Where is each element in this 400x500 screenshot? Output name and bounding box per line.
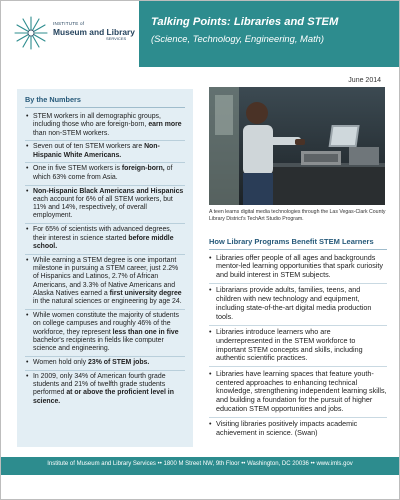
benefit-item: • Libraries have learning spaces that feature youth-centered approaches to enhancing technical knowledge, strengthening independent learning skills, and building a foundation for the pursuit of higher education STEM opportunities and jobs. [209, 367, 387, 417]
statistic-emphasis: earn more [148, 121, 182, 129]
statistic-text: While earning a STEM degree is one important milestone in pursuing a STEM career, just 2.2% of Hispanics and Latinos, 2.7% of African Americans, and 3.3% of Native Americans and Alaska Natives earned a [33, 256, 179, 297]
statistics-list [25, 111, 185, 408]
page-title: Talking Points: Libraries and STEM [151, 16, 339, 28]
statistic-item [25, 357, 185, 371]
statistic-item [25, 371, 185, 409]
footer-separator: •• [157, 461, 162, 467]
publication-date: June 2014 [348, 77, 381, 84]
footer [1, 457, 399, 475]
footer-separator: •• [241, 461, 246, 467]
footer-city: Washington, DC 20036 [247, 461, 309, 467]
by-the-numbers-heading: By the Numbers [25, 95, 185, 108]
page-subtitle: (Science, Technology, Engineering, Math) [151, 33, 325, 44]
statistic-text: of which 63% come from Asia. [33, 165, 173, 181]
statistic-item [25, 111, 185, 141]
by-the-numbers-panel [17, 89, 193, 447]
footer-separator: •• [310, 461, 315, 467]
logo-main-text: Museum and Library [53, 27, 135, 37]
statistic-text: While women constitute the majority of students on college campuses and roughly 46% of the workforce, they represent [33, 311, 179, 336]
benefit-item: • Libraries introduce learners who are underrepresented in the STEM workforce to important STEM concepts and skills, including authentic scientific practices. [209, 326, 387, 368]
starburst-logo-icon [13, 15, 49, 51]
statistic-emphasis: first university degree [109, 289, 182, 297]
header [1, 1, 399, 67]
statistic-item [25, 141, 185, 163]
logo-sub-text: SERVICES [106, 36, 127, 41]
teen-photo [209, 87, 385, 205]
statistic-text: Seven out of ten STEM workers are [33, 143, 145, 151]
imls-logo [1, 1, 139, 67]
statistic-emphasis: 23% of STEM jobs. [88, 358, 150, 366]
statistic-text: in the natural sciences or engineering by age 24. [33, 298, 182, 306]
statistic-item [25, 310, 185, 357]
statistic-emphasis: Non-Hispanic White Americans. [33, 143, 160, 159]
statistic-emphasis: less than one in five [112, 328, 179, 336]
statistic-emphasis: foreign-born, [121, 165, 165, 173]
statistic-item [25, 163, 185, 185]
benefits-list [209, 251, 387, 441]
statistic-item [25, 255, 185, 310]
statistic-emphasis: at or above the proficient level in science. [33, 389, 174, 405]
statistic-text: each account for 6% of all STEM workers, but 11% and 14%, respectively, of overall employment. [33, 195, 173, 220]
footer-url-link[interactable]: www.imls.gov [316, 461, 353, 467]
statistic-text: One in five STEM workers is [33, 165, 122, 173]
benefit-item: • Librarians provide adults, families, teens, and children with new technology and equipment, including state-of-the-art digital media production tools. [209, 284, 387, 326]
statistic-item [25, 186, 185, 225]
benefits-heading: How Library Programs Benefit STEM Learners [209, 237, 387, 250]
logo-small-text: INSTITUTE of [53, 21, 85, 26]
statistic-text: than non-STEM workers. [33, 129, 110, 137]
footer-address: 1800 M Street NW, 9th Floor [163, 461, 240, 467]
statistic-text: Women hold only [33, 358, 89, 366]
statistic-text: STEM workers in all demographic groups, including those who are foreign-born, [33, 113, 161, 129]
title-band [139, 1, 399, 67]
photo-caption: A teen learns digital media technologies through the Las Vegas-Clark County Library District's TechArt Studio Program. [209, 209, 386, 222]
benefit-item: • Libraries offer people of all ages and backgrounds mentor-led learning opportunities that spark curiosity and build interest in STEM subjects. [209, 251, 387, 284]
footer-org: Institute of Museum and Library Services [47, 461, 156, 467]
footer-text [1, 461, 399, 467]
statistic-item [25, 224, 185, 254]
statistic-text: For 65% of scientists with advanced degrees, their interest in science started [33, 226, 172, 242]
benefit-item: • Visiting libraries positively impacts academic achievement in science. (Swan) [209, 418, 387, 441]
photo-illustration [209, 87, 385, 205]
statistic-emphasis: Non-Hispanic Black Americans and Hispanics [33, 187, 184, 195]
statistic-text: In 2009, only 34% of American fourth grade students and 21% of twelfth grade students performed [33, 372, 166, 397]
statistic-text: bachelor's recipients in fields like computer science and engineering. [33, 336, 164, 353]
statistic-emphasis: before middle school. [33, 234, 174, 250]
